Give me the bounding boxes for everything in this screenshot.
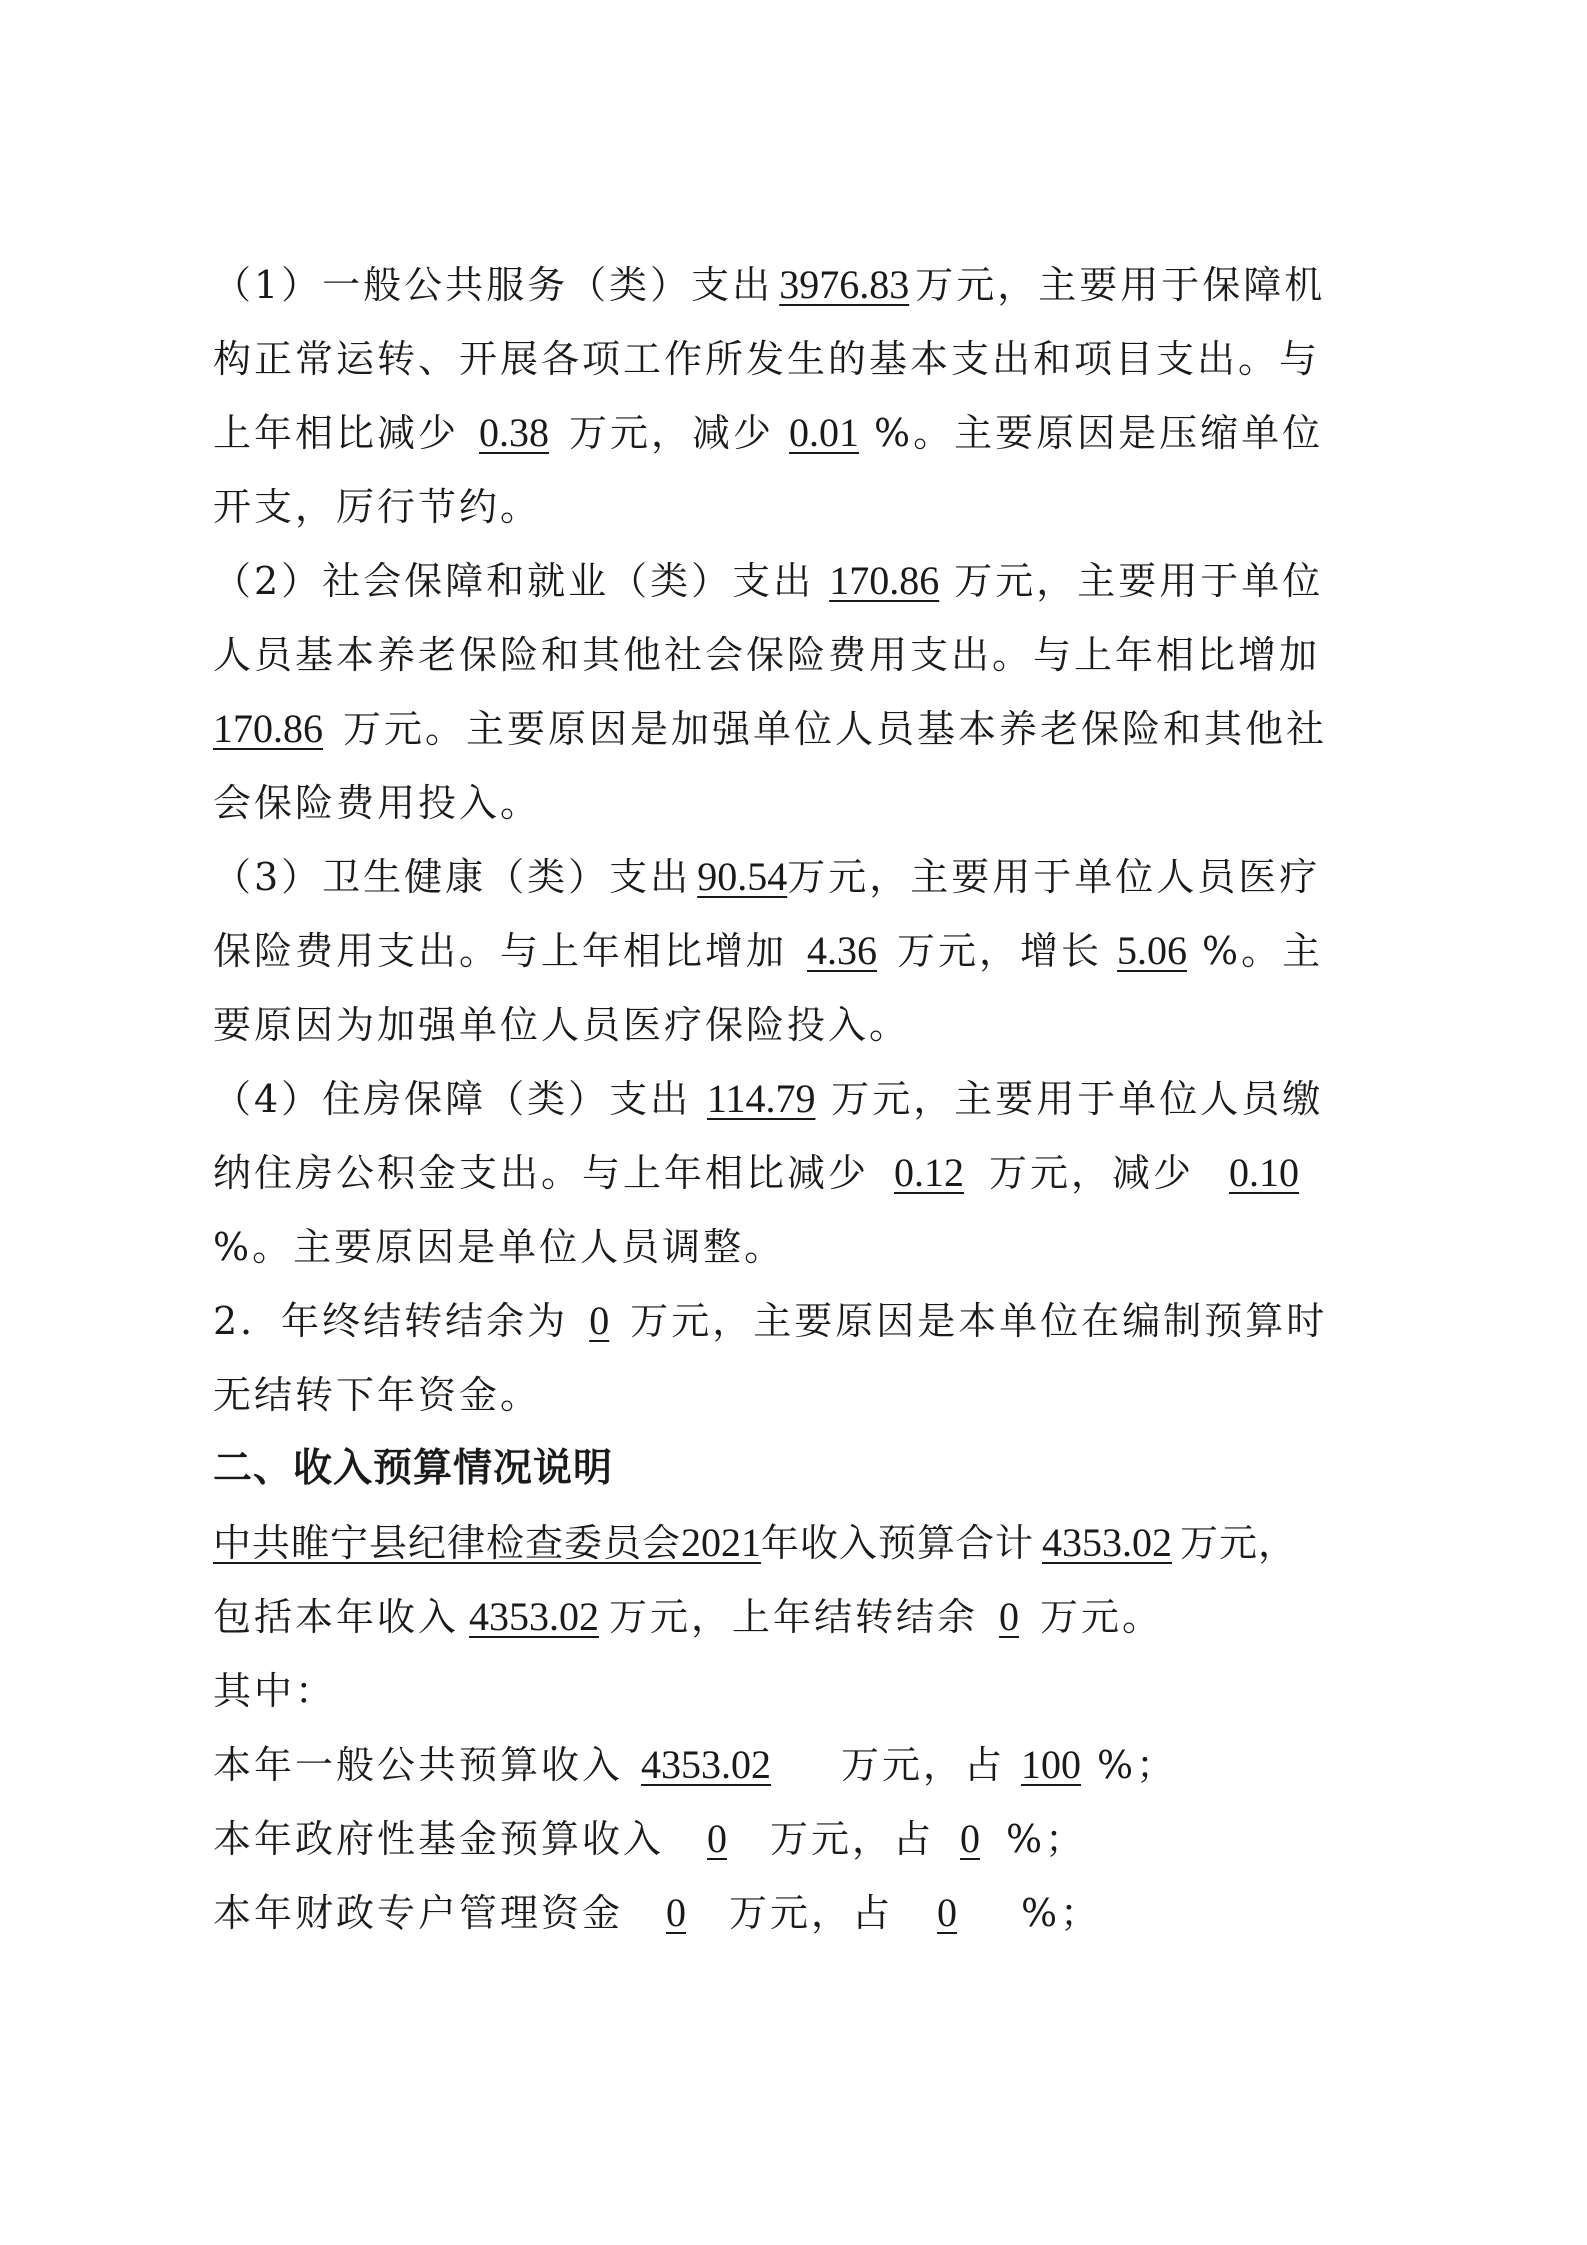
text-segment: 包括本年收入 [213,1595,460,1639]
text-segment: （3）卫生健康（类）支出 [213,855,692,899]
underlined-value: 170.86 [213,706,323,751]
text-segment: 人员基本养老保险和其他社会保险费用支出。与上年相比增加 [213,633,1321,677]
text-line [213,1876,1393,1950]
text-line [213,1284,1393,1358]
underlined-value: 0.38 [479,410,550,455]
text-segment: 万元，占 [729,1891,894,1935]
underlined-value: 0.01 [789,410,860,455]
underlined-value: 100 [1021,1742,1082,1787]
text-segment: %； [1097,1743,1178,1787]
text-segment: 其中： [213,1669,337,1713]
underlined-value: 170.86 [829,558,940,603]
text-segment: %。主要原因是单位人员调整。 [213,1225,786,1269]
underlined-value: 4.36 [807,928,878,973]
text-segment: 年收入预算合计 [761,1521,1035,1565]
text-segment: （2）社会保障和就业（类）支出 [213,559,815,603]
text-segment: 万元，主要用于保障机 [915,263,1326,307]
text-line [213,1728,1393,1802]
text-line [213,766,1393,840]
text-segment: %； [1021,1891,1102,1935]
text-segment: 保险费用支出。与上年相比增加 [213,929,788,973]
text-line [213,1654,1393,1728]
text-segment: %。主 [1202,929,1324,973]
underlined-value: 90.54 [697,854,788,899]
text-segment: 构正常运转、开展各项工作所发生的基本支出和项目支出。与 [213,337,1321,381]
underlined-value: 4353.02 [1042,1520,1173,1565]
underlined-value: 0 [937,1890,958,1935]
text-line [213,396,1393,470]
underlined-value: 0 [999,1594,1020,1639]
text-segment: 开支，厉行节约。 [213,485,542,529]
text-segment: 万元，占 [841,1743,1006,1787]
organization-name: 中共睢宁县纪律检查委员会 [213,1521,682,1565]
text-line [213,1136,1393,1210]
text-line [213,322,1393,396]
text-segment: %； [1006,1817,1087,1861]
underlined-value: 4353.02 [641,1742,772,1787]
underlined-value: 0.10 [1229,1150,1300,1195]
text-segment: 万元，占 [770,1817,935,1861]
text-segment: 万元。主要原因是加强单位人员基本养老保险和其他社 [343,707,1328,751]
text-segment: 2．年终结转结余为 [213,1299,569,1343]
text-line [213,470,1393,544]
year-value: 2021 [681,1520,762,1565]
document-page [213,248,1393,1950]
text-segment: 纳住房公积金支出。与上年相比减少 [213,1151,870,1195]
underlined-value: 0 [589,1298,610,1343]
text-segment: 上年相比减少 [213,411,460,455]
underlined-value: 114.79 [706,1076,816,1121]
text-line [213,840,1393,914]
text-line [213,1358,1393,1432]
text-line [213,1062,1393,1136]
text-segment: 万元。 [1040,1595,1164,1639]
text-segment: 万元，上年结转结余 [609,1595,979,1639]
text-segment: 万元， [1180,1521,1298,1565]
text-segment: %。主要原因是压缩单位 [874,411,1324,455]
text-line [213,248,1393,322]
text-line [213,1580,1393,1654]
text-line [213,1506,1393,1580]
text-segment: 会保险费用投入。 [213,781,542,825]
text-segment: 万元，减少 [569,411,775,455]
text-segment: 万元，主要原因是本单位在编制预算时 [630,1299,1328,1343]
text-segment: 本年一般公共预算收入 [213,1743,624,1787]
text-segment: 万元，主要用于单位人员医疗 [787,855,1321,899]
text-line [213,914,1393,988]
text-segment: 本年政府性基金预算收入 [213,1817,665,1861]
underlined-value: 0 [707,1816,728,1861]
underlined-value: 5.06 [1117,928,1188,973]
text-line [213,692,1393,766]
text-segment: 要原因为加强单位人员医疗保险投入。 [213,1003,911,1047]
text-segment: 无结转下年资金。 [213,1373,542,1417]
underlined-value: 0 [960,1816,981,1861]
text-line [213,544,1393,618]
text-line [213,988,1393,1062]
text-segment: 万元，减少 [989,1151,1195,1195]
text-segment: 万元，主要用于单位 [954,559,1324,603]
text-line [213,1210,1393,1284]
section-heading: 二、收入预算情况说明 [213,1446,614,1491]
underlined-value: 0 [666,1890,687,1935]
text-segment: 本年财政专户管理资金 [213,1891,624,1935]
text-line [213,618,1393,692]
text-segment: （1）一般公共服务（类）支出 [213,263,774,307]
text-segment: 万元，主要用于单位人员缴 [831,1077,1324,1121]
text-segment: （4）住房保障（类）支出 [213,1077,692,1121]
underlined-value: 3976.83 [779,262,910,307]
text-line [213,1802,1393,1876]
text-segment: 万元，增长 [897,929,1103,973]
underlined-value: 0.12 [894,1150,965,1195]
underlined-value: 4353.02 [469,1594,600,1639]
